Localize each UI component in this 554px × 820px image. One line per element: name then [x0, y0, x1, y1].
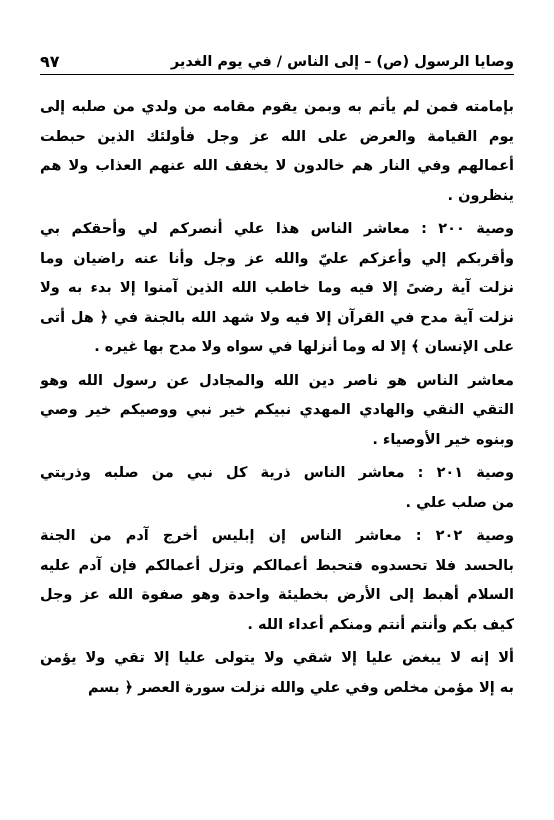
- section-lead: معاشر الناس: [416, 372, 514, 389]
- paragraph: [40, 367, 514, 456]
- text-line: [40, 215, 514, 245]
- line-text: وبنوه خير الأوصياء .: [372, 431, 514, 448]
- text-line: [40, 333, 514, 363]
- paragraph: [40, 93, 514, 211]
- line-text: هو ناصر دين الله والمجادل عن رسول الله وهو: [40, 372, 417, 389]
- paragraph: [40, 644, 514, 703]
- text-line: [40, 93, 514, 123]
- text-line: [40, 522, 514, 552]
- text-line: [40, 245, 514, 275]
- line-text: به إلا مؤمن مخلص وفي علي والله نزلت سورة العصر ﴿ بسم: [87, 679, 514, 696]
- text-line: [40, 459, 514, 489]
- text-line: [40, 426, 514, 456]
- text-line: [40, 396, 514, 426]
- paragraph: [40, 459, 514, 518]
- line-text: إن إبليس أخرج آدم من الجنة: [40, 528, 300, 544]
- line-text: أعمالهم وفي النار هم خالدون لا يخفف الله عنهم العذاب ولا هم: [40, 158, 514, 174]
- line-text: بالحسد فلا تحسدوه فتحبط أعمالكم وتزل أعمالكم فإن آدم عليه: [40, 557, 514, 574]
- line-text: نزلت آية رضىً إلا فيه وما خاطب الله الذين آمنوا إلا بدء به ولا: [40, 280, 514, 296]
- line-text: بإمامته فمن لم يأتم به وبمن يقوم مقامه من ولدي من صلبه إلى: [40, 99, 514, 115]
- text-line: [40, 611, 514, 641]
- line-text: وأقربكم إلي وأعزكم عليّ والله عز وجل وأنا عنه راضيان وما: [40, 250, 514, 267]
- line-text: التقي النقي والهادي المهدي نبيكم خير نبي ووصيكم خير وصي: [40, 402, 514, 418]
- paragraph: [40, 215, 514, 363]
- text-line: [40, 674, 514, 704]
- text-line: [40, 274, 514, 304]
- line-text: كيف بكم وأنتم أنتم ومنكم أعداء الله .: [247, 616, 514, 633]
- line-text: يوم القيامة والعرض على الله عز وجل فأولئك الذين حبطت: [40, 128, 514, 145]
- line-text: نزلت آية مدح في القرآن إلا فيه ولا شهد الله بالجنة في ﴿ هل أتى: [40, 309, 514, 326]
- text-line: [40, 644, 514, 674]
- line-text: هذا علي أنصركم لي وأحقكم بي: [40, 221, 311, 237]
- section-lead: وصية ٢٠٠ : معاشر الناس: [310, 221, 514, 237]
- body-text: [40, 93, 514, 707]
- page-number: ٩٧: [40, 52, 60, 71]
- running-title: وصايا الرسول (ص) – إلى الناس / في يوم الغدير: [170, 54, 514, 70]
- line-text: ينظرون .: [447, 187, 514, 204]
- text-line: [40, 581, 514, 611]
- section-lead: وصية ٢٠١ : معاشر الناس: [303, 465, 514, 481]
- line-text: ألا إنه لا يبغض عليا إلا شقي ولا يتولى عليا إلا تقي ولا يؤمن: [40, 650, 514, 666]
- text-line: [40, 123, 514, 153]
- section-lead: وصية ٢٠٢ : معاشر الناس: [299, 528, 514, 544]
- line-text: على الإنسان ﴾ إلا له وما أنزلها في سواه ولا مدح بها غيره .: [94, 339, 514, 355]
- line-text: من صلب علي .: [405, 494, 514, 511]
- text-line: [40, 552, 514, 582]
- line-text: السلام أهبط إلى الأرض بخطيئة واحدة وهو صفوة الله عز وجل: [40, 587, 514, 603]
- text-line: [40, 182, 514, 212]
- text-line: [40, 367, 514, 397]
- text-line: [40, 304, 514, 334]
- text-line: [40, 152, 514, 182]
- paragraph: [40, 522, 514, 640]
- text-line: [40, 489, 514, 519]
- page-header: [40, 48, 514, 75]
- line-text: ذرية كل نبي من صلبه وذريتي: [40, 465, 304, 481]
